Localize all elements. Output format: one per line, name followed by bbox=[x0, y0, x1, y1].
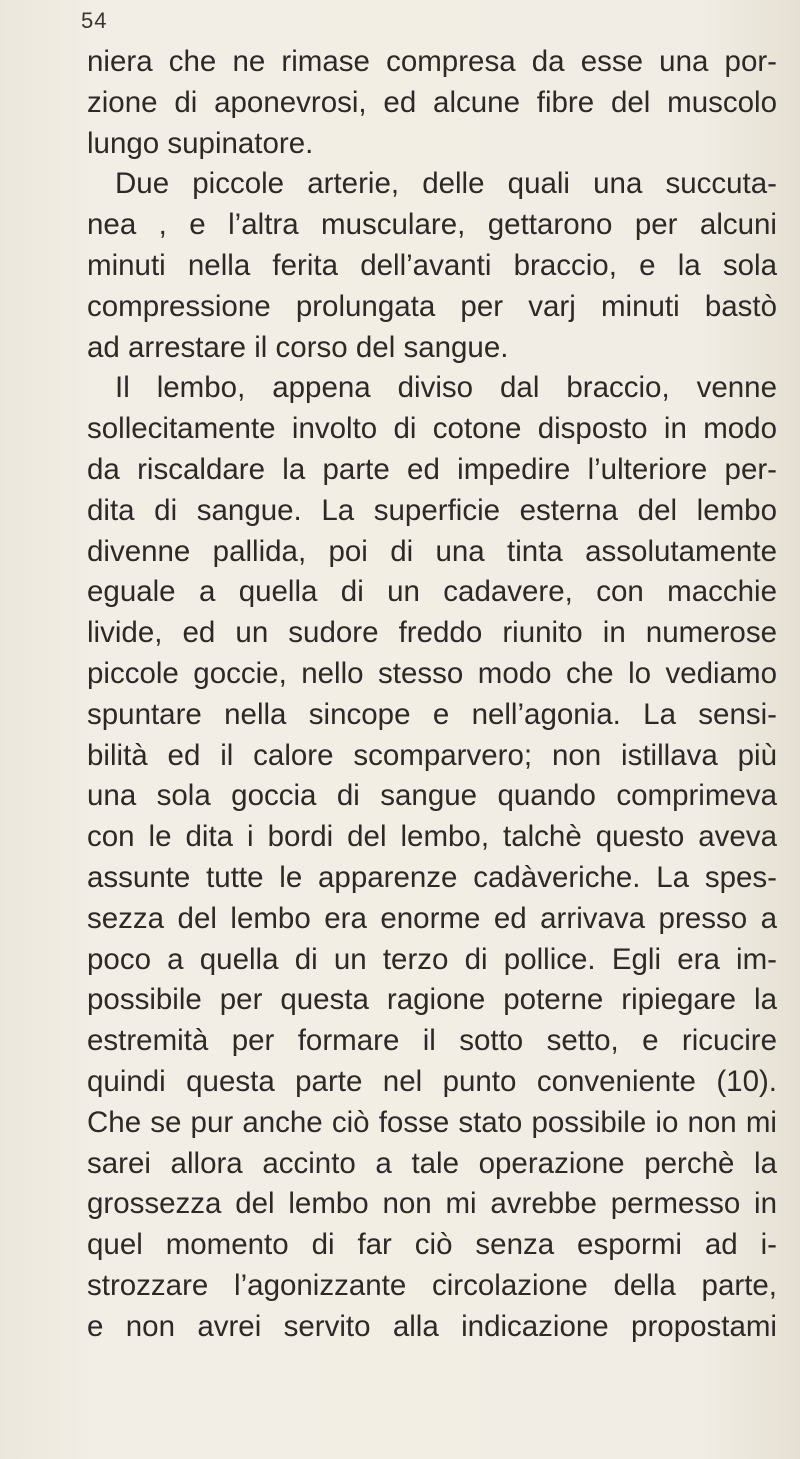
text-line: bilità ed il calore scomparvero; non istillava più bbox=[87, 738, 777, 772]
text-line: zione di aponevrosi, ed alcune fibre del muscolo bbox=[87, 85, 777, 119]
text-line: strozzare l’agonizzante circolazione della parte, bbox=[87, 1268, 777, 1302]
text-line: lungo supinatore. bbox=[87, 126, 314, 160]
text-line: possibile per questa ragione poterne ripiegare la bbox=[87, 983, 777, 1017]
text-line: assunte tutte le apparenze cadàveriche. La spes- bbox=[87, 860, 777, 894]
text-line: quindi questa parte nel punto conveniente (10). bbox=[87, 1064, 777, 1098]
text-line: Che se pur anche ciò fosse stato possibile io non mi bbox=[87, 1105, 777, 1139]
text-line: eguale a quella di un cadavere, con macchie bbox=[87, 575, 777, 609]
text-line: dita di sangue. La superficie esterna del lembo bbox=[87, 493, 777, 527]
text-line: estremità per formare il sotto setto, e ricucire bbox=[87, 1024, 777, 1058]
text-line: sarei allora accinto a tale operazione perchè la bbox=[87, 1146, 777, 1180]
page-number: 54 bbox=[81, 8, 108, 33]
text-line: e non avrei servito alla indicazione propostami bbox=[87, 1309, 777, 1343]
text-line: con le dita i bordi del lembo, talchè questo aveva bbox=[87, 820, 777, 854]
text-line: poco a quella di un terzo di pollice. Egli era im- bbox=[87, 942, 777, 976]
text-line: niera che ne rimase compresa da esse una por- bbox=[87, 45, 777, 78]
text-line: livide, ed un sudore freddo riunito in numerose bbox=[87, 616, 777, 650]
text-line: spuntare nella sincope e nell’agonia. La sensi- bbox=[87, 697, 777, 731]
text-line: Il lembo, appena diviso dal braccio, venne bbox=[115, 371, 777, 405]
text-line: nea , e l’altra musculare, gettarono per alcuni bbox=[87, 208, 777, 242]
body-text bbox=[87, 42, 777, 1348]
text-line: compressione prolungata per varj minuti bastò bbox=[87, 289, 777, 323]
text-line: sollecitamente involto di cotone disposto in modo bbox=[87, 412, 777, 446]
text-line: piccole goccie, nello stesso modo che lo vediamo bbox=[87, 656, 777, 690]
text-line: ad arrestare il corso del sangue. bbox=[87, 330, 509, 364]
text-line: divenne pallida, poi di una tinta assolutamente bbox=[87, 534, 777, 568]
text-line: una sola goccia di sangue quando comprimeva bbox=[87, 779, 777, 813]
text-line: minuti nella ferita dell’avanti braccio, e la sola bbox=[87, 248, 777, 282]
text-line: quel momento di far ciò senza espormi ad i- bbox=[87, 1228, 777, 1262]
text-line: grossezza del lembo non mi avrebbe permesso in bbox=[87, 1187, 777, 1221]
text-line: da riscaldare la parte ed impedire l’ulteriore per- bbox=[87, 452, 777, 486]
text-line: sezza del lembo era enorme ed arrivava presso a bbox=[87, 901, 777, 935]
text-line: Due piccole arterie, delle quali una succuta- bbox=[115, 167, 777, 201]
